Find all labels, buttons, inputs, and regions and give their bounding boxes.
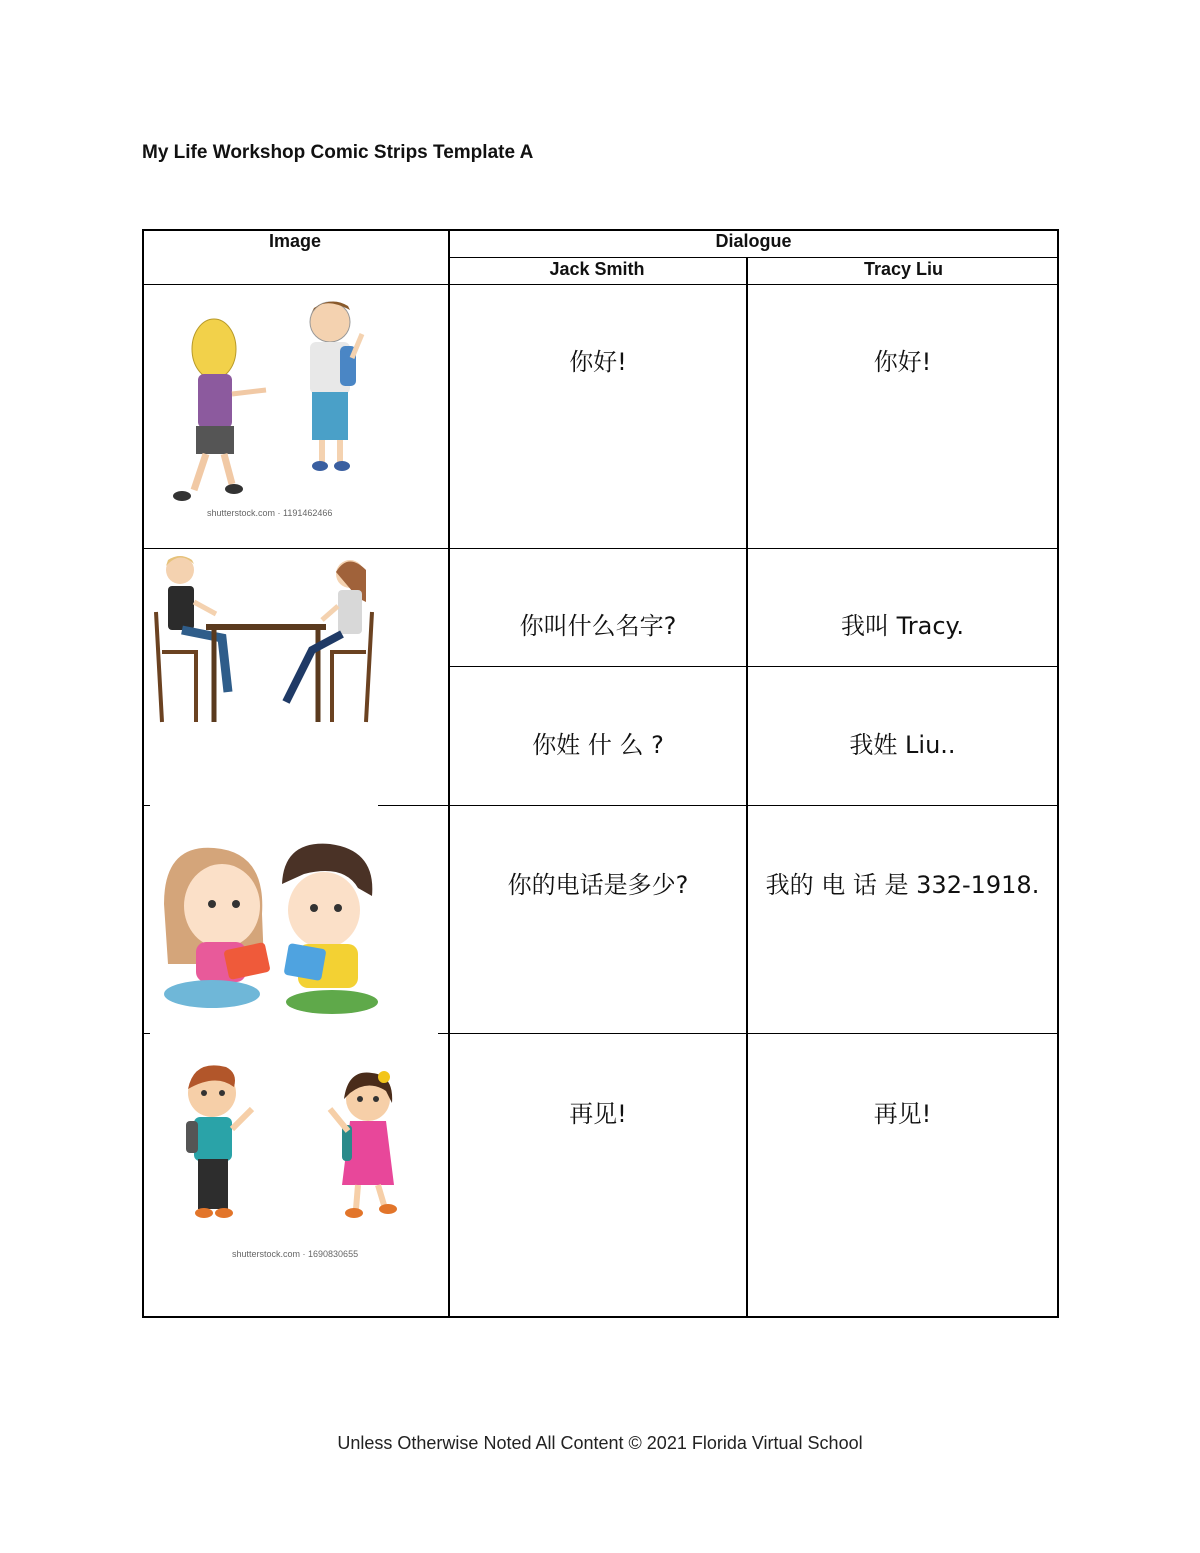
kids-greeting-illustration [152,294,442,524]
table-border-left [142,229,144,1318]
table-conversation-illustration [152,552,382,727]
dialogue-tracy-2: 我叫 Tracy. [841,612,964,640]
header-tracy-liu: Tracy Liu [863,259,944,279]
image-credit-4: shutterstock.com · 1690830655 [232,1249,359,1259]
divider-header-sub [448,257,1059,258]
comic-strip-table [142,229,1059,1317]
header-image: Image [268,231,322,251]
divider-row-4b [438,1033,1059,1034]
header-dialogue: Dialogue [715,231,792,251]
dialogue-jack-3: 你姓 什 么 ? [532,731,664,759]
dialogue-jack-4: 你的电话是多少? [507,871,689,899]
kids-waving-goodbye-illustration [172,1059,422,1264]
divider-image-dialogue [448,229,450,1318]
table-border-bottom [142,1316,1059,1318]
header-jack-smith: Jack Smith [549,259,645,279]
document-title: My Life Workshop Comic Strips Template A [142,142,534,163]
image-credit-1: shutterstock.com · 1191462466 [207,508,333,518]
divider-row-4a [142,1033,150,1034]
kids-with-tablets-illustration [154,834,384,1019]
table-border-right [1057,229,1059,1318]
divider-row-1 [142,548,1059,549]
dialogue-tracy-4: 我的 电 话 是 332-1918. [765,871,1040,899]
divider-header-body [142,284,1059,285]
dialogue-tracy-3: 我姓 Liu.. [849,731,956,759]
divider-speakers [746,257,748,1318]
dialogue-tracy-5: 再见! [873,1100,932,1128]
dialogue-jack-1: 你好! [569,348,627,376]
divider-row-3b [378,805,1059,806]
dialogue-tracy-1: 你好! [873,348,932,376]
divider-row-2 [448,666,1059,667]
copyright-footer: Unless Otherwise Noted All Content © 2021 Florida Virtual School [337,1433,863,1453]
dialogue-jack-5: 再见! [569,1100,627,1128]
dialogue-jack-2: 你叫什么名字? [519,612,677,640]
divider-row-3a [142,805,150,806]
